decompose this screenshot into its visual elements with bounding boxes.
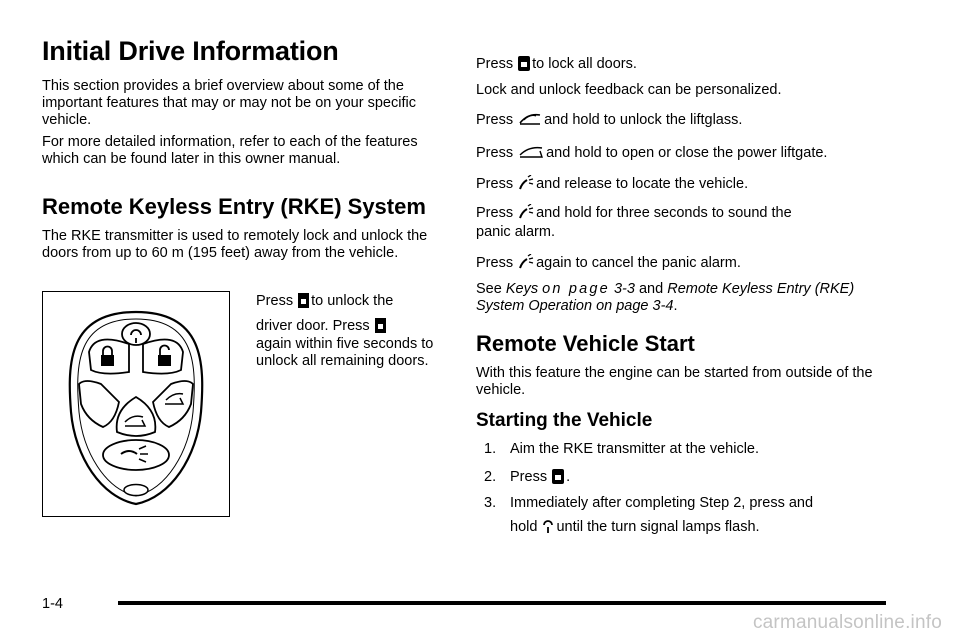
panic-instruction — [476, 204, 792, 222]
unlock-press-label: Press — [256, 293, 294, 309]
liftglass-text: and hold to unlock the liftglass. — [544, 112, 743, 128]
starting-vehicle-subheading: Starting the Vehicle — [476, 410, 653, 431]
rke-heading: Remote Keyless Entry (RKE) System — [42, 194, 426, 219]
page-number: 1-4 — [42, 596, 63, 612]
unlock-text-2: driver door. Press — [256, 318, 370, 334]
step-2: 2. Press . — [484, 469, 571, 485]
unlock-icon — [375, 318, 386, 333]
step-3: 3. Immediately after completing Step 2, press and — [484, 495, 814, 511]
cancel-press-label: Press — [476, 255, 514, 271]
panic-text-2: panic alarm. — [476, 224, 555, 240]
remote-start-description: With this feature the engine can be started from outside of the vehicle. — [476, 365, 873, 398]
liftgate-instruction — [476, 145, 827, 162]
lock-icon — [518, 56, 530, 71]
locate-instruction — [476, 175, 748, 193]
unlock-instructions — [256, 291, 446, 370]
see-period: . — [673, 298, 678, 314]
lock-press-label: Press — [476, 56, 514, 72]
panic-press-label: Press — [476, 205, 514, 221]
feedback-note: Lock and unlock feedback can be personalized. — [476, 82, 782, 98]
watermark: carmanualsonline.info — [752, 612, 942, 633]
liftglass-instruction — [476, 112, 742, 129]
remote-start-icon — [542, 518, 554, 534]
liftglass-icon — [518, 112, 542, 127]
intro-paragraph-2: For more detailed information, refer to each of the features which can be found later in this owner manual. — [42, 134, 418, 167]
see-and: and — [638, 281, 664, 297]
see-references — [476, 281, 886, 315]
locate-press-label: Press — [476, 176, 514, 192]
liftgate-text: and hold to open or close the power liftgate. — [546, 145, 828, 161]
unlock-text-1: to unlock the — [311, 293, 394, 309]
liftgate-press-label: Press — [476, 145, 514, 161]
lock-text: to lock all doors. — [532, 56, 637, 72]
step-1: 1. Aim the RKE transmitter at the vehicle. — [484, 441, 760, 457]
cancel-panic-instruction — [476, 254, 741, 272]
rke-description: The RKE transmitter is used to remotely lock and unlock the doors from up to 60 m (195 feet) away from the vehicle. — [42, 228, 428, 261]
rke-operation-link[interactable]: Remote Keyless Entry (RKE) System Operation on page 3-4 — [476, 281, 855, 314]
cancel-text: again to cancel the panic alarm. — [536, 255, 741, 271]
panic-alarm-icon — [518, 204, 534, 220]
panic-text-1: and hold for three seconds to sound the — [536, 205, 792, 221]
remote-start-heading: Remote Vehicle Start — [476, 331, 695, 356]
intro-paragraph-1: This section provides a brief overview about some of the important features that may or may not be on your specific vehicle. — [42, 78, 416, 128]
lock-icon — [552, 469, 564, 484]
panic-alarm-icon — [518, 175, 534, 191]
unlock-icon — [298, 293, 309, 308]
liftgate-icon — [518, 145, 544, 160]
see-prefix: See — [476, 281, 502, 297]
key-fob-drawing — [43, 292, 229, 516]
page-title: Initial Drive Information — [42, 36, 339, 66]
unlock-text-3: again within five seconds to unlock all remaining doors. — [256, 336, 434, 369]
liftglass-press-label: Press — [476, 112, 514, 128]
lock-instruction — [476, 56, 637, 73]
step-3-continued: hold until the turn signal lamps flash. — [510, 519, 760, 535]
footer-rule — [118, 601, 886, 605]
keys-link[interactable]: Keys on page 3-3 — [505, 281, 635, 297]
panic-alarm-icon — [518, 254, 534, 270]
key-fob-illustration — [42, 291, 230, 517]
locate-text: and release to locate the vehicle. — [536, 176, 749, 192]
